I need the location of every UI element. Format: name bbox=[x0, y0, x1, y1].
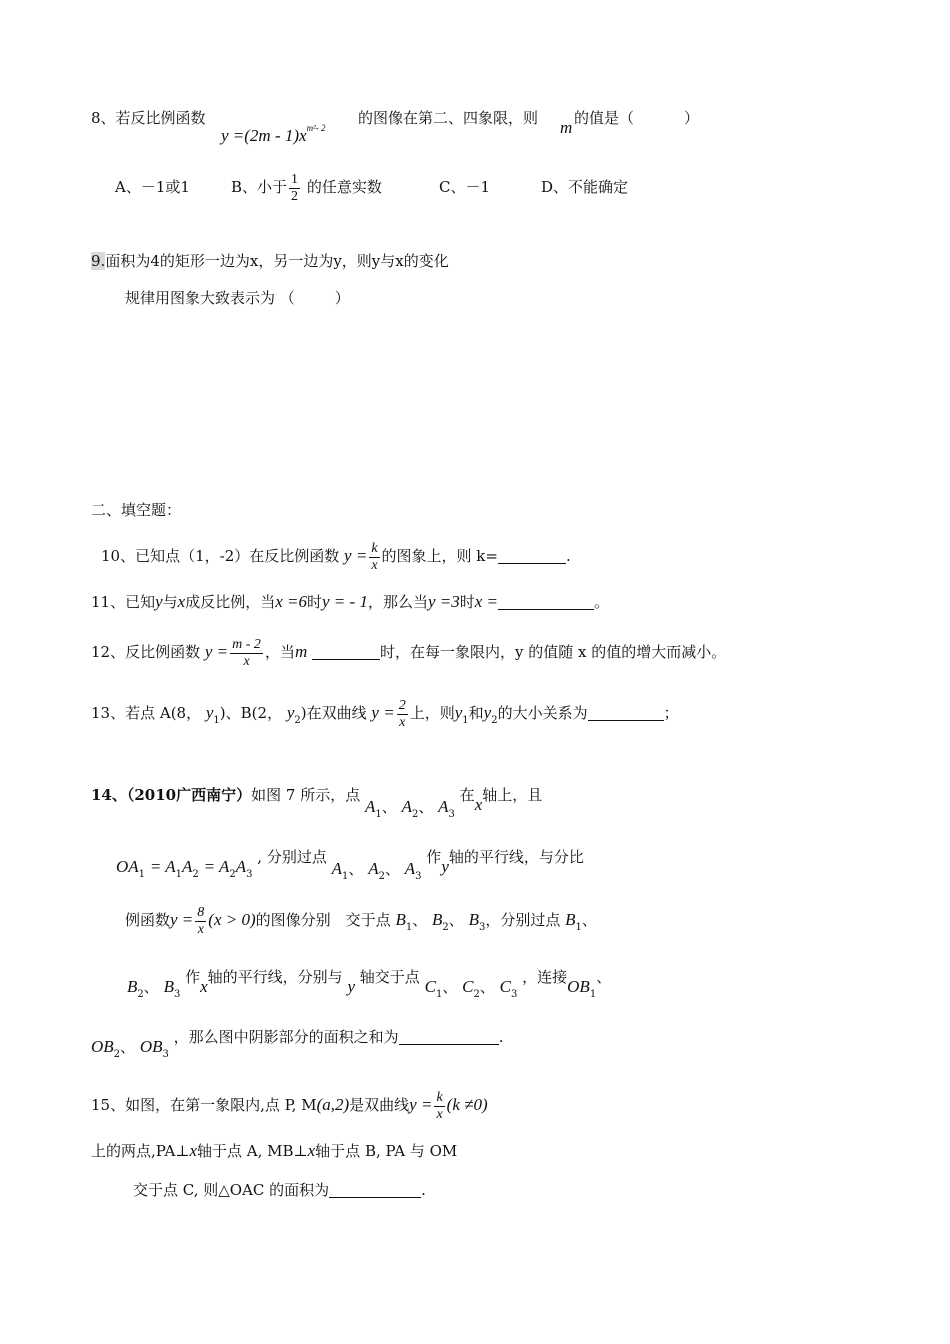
section-title-fill-blank: 二、填空题： bbox=[91, 501, 182, 519]
q14-line3: 例函数y = $\frac{8}{x}$ (x > 0)的图像分别 交于点 $B_1$、 $B_2$、 $B_3$，分别过点 $B_1$、 bbox=[125, 904, 597, 937]
q8-formula: $y =(2m - 1)x^{m^2- 2}$ bbox=[221, 123, 326, 145]
q9-number: 9. bbox=[91, 252, 106, 270]
q14-source: （2010广西南宁） bbox=[126, 786, 252, 804]
q8-text-b: 的图像在第二、四象限，则 bbox=[358, 109, 539, 127]
q15-line2: 上的两点,PA⊥x轴于点 A, MB⊥x轴于点 B, PA 与 OM bbox=[91, 1141, 458, 1160]
q13-answer-blank[interactable] bbox=[588, 704, 664, 721]
q11-line: 11、已知y与x成反比例，当x =6时y = - 1，那么当y =3时x = 。 bbox=[91, 592, 610, 611]
q8-option-a: A、－1或1 bbox=[115, 178, 190, 196]
q14-fraction: $\frac{8}{x}$ bbox=[197, 904, 205, 937]
q15-answer-blank[interactable] bbox=[329, 1181, 421, 1198]
q8-option-b: B、小于 $\frac{1}{2}$ 的任意实数 bbox=[231, 171, 382, 204]
q9-line2: 规律用图象大致表示为 （ ） bbox=[125, 289, 350, 307]
q14-line4: $B_2$、 $B_3$ 作x轴的平行线，分别与 y 轴交于点 $C_1$、 $C_2$、 $C_3$ ，连接$OB_1$、 bbox=[127, 968, 612, 1000]
q15-line1: 15、如图，在第一象限内,点 P, M(a,2)是双曲线y = $\frac{k}{x}$ (k ≠0) bbox=[91, 1089, 488, 1122]
q14-line1: 14、（2010广西南宁）如图 7 所示，点 $A_1$、 $A_2$、 $A_3$ 在x轴上，且 bbox=[91, 786, 543, 820]
q8-line1: 8、若反比例函数 bbox=[91, 109, 206, 127]
q13-line: 13、若点 A(8， $y_1$)、B(2， $y_2$)在双曲线 y = $\frac{2}{x}$ 上，则$y_1$和$y_2$的大小关系为 ； bbox=[91, 697, 679, 730]
q8-fraction-half: $\frac{1}{2}$ bbox=[291, 171, 299, 204]
q15-line3: 交于点 C, 则△OAC 的面积为 . bbox=[133, 1181, 426, 1199]
q10-answer-blank[interactable] bbox=[498, 547, 566, 564]
q11-answer-blank[interactable] bbox=[498, 593, 594, 610]
q8-var-m: m bbox=[560, 118, 573, 137]
q12-fraction: $\frac{m - 2}{x}$ bbox=[232, 636, 261, 669]
q8-text-c: 的值是（ ） bbox=[574, 109, 700, 127]
q10-line: 10、已知点（1，-2）在反比例函数 y = $\frac{k}{x}$ 的图象上，则 k= . bbox=[101, 540, 571, 573]
q9-line1: 9.面积为4的矩形一边为x，另一边为y，则y与x的变化 bbox=[91, 252, 449, 270]
q8-option-d: D、不能确定 bbox=[541, 178, 629, 196]
q12-answer-blank[interactable] bbox=[312, 643, 380, 660]
q10-fraction: $\frac{k}{x}$ bbox=[371, 540, 378, 573]
q14-line2: $OA_1 = A_1A_2 = A_2A_3$ , 分别过点 $A_1$、 $A_2$、 $A_3$ 作y轴的平行线，与分比 bbox=[116, 848, 584, 882]
q14-line5: $OB_2$、 $OB_3$ ，那么图中阴影部分的面积之和为 . bbox=[91, 1028, 504, 1060]
q13-fraction: $\frac{2}{x}$ bbox=[398, 697, 406, 730]
q14-answer-blank[interactable] bbox=[399, 1028, 499, 1045]
q15-fraction: $\frac{k}{x}$ bbox=[436, 1089, 443, 1122]
q12-line: 12、反比例函数 y = $\frac{m - 2}{x}$ ，当m 时，在每一象限内，y 的值随 x 的值的增大而减小。 bbox=[91, 636, 727, 669]
q8-option-c: C、－1 bbox=[439, 178, 491, 196]
